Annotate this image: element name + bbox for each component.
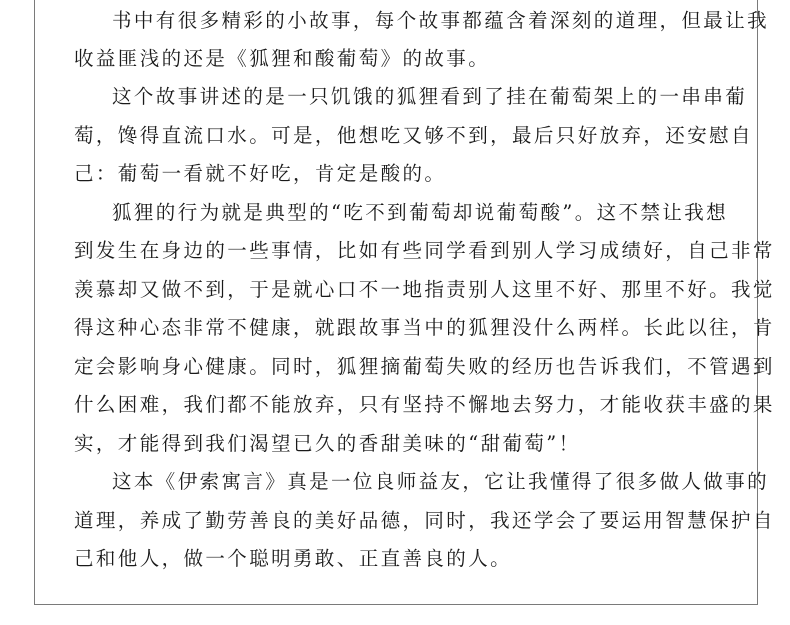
text-line: 定会影响身心健康。同时，狐狸摘葡萄失败的经历也告诉我们，不管遇到 <box>74 355 775 378</box>
text-line: 己：葡萄一看就不好吃，肯定是酸的。 <box>74 162 447 185</box>
text-line: 书中有很多精彩的小故事，每个故事都蕴含着深刻的道理，但最让我 <box>112 9 770 32</box>
text-line: 狐狸的行为就是典型的“吃不到葡萄却说葡萄酸”。这不禁让我想 <box>112 201 729 224</box>
text-line: 到发生在身边的一些事情，比如有些同学看到别人学习成绩好，自己非常 <box>74 239 775 262</box>
text-line: 收益匪浅的还是《狐狸和酸葡萄》的故事。 <box>74 47 491 70</box>
text-line: 萄，馋得直流口水。可是，他想吃又够不到，最后只好放弃，还安慰自 <box>74 124 753 147</box>
text-line: 得这种心态非常不健康，就跟故事当中的狐狸没什么两样。长此以往，肯 <box>74 316 775 339</box>
text-line: 实，才能得到我们渴望已久的香甜美味的“甜葡萄”！ <box>74 432 581 455</box>
text-line: 这本《伊索寓言》真是一位良师益友，它让我懂得了很多做人做事的 <box>112 470 770 493</box>
text-line: 羡慕却又做不到，于是就心口不一地指责别人这里不好、那里不好。我觉 <box>74 278 775 301</box>
text-line: 道理，养成了勤劳善良的美好品德，同时，我还学会了要运用智慧保护自 <box>74 509 775 532</box>
text-line: 这个故事讲述的是一只饥饿的狐狸看到了挂在葡萄架上的一串串葡 <box>112 85 748 108</box>
text-line: 什么困难，我们都不能放弃，只有坚持不懈地去努力，才能收获丰盛的果 <box>74 393 775 416</box>
text-line: 己和他人，做一个聪明勇敢、正直善良的人。 <box>74 547 513 570</box>
